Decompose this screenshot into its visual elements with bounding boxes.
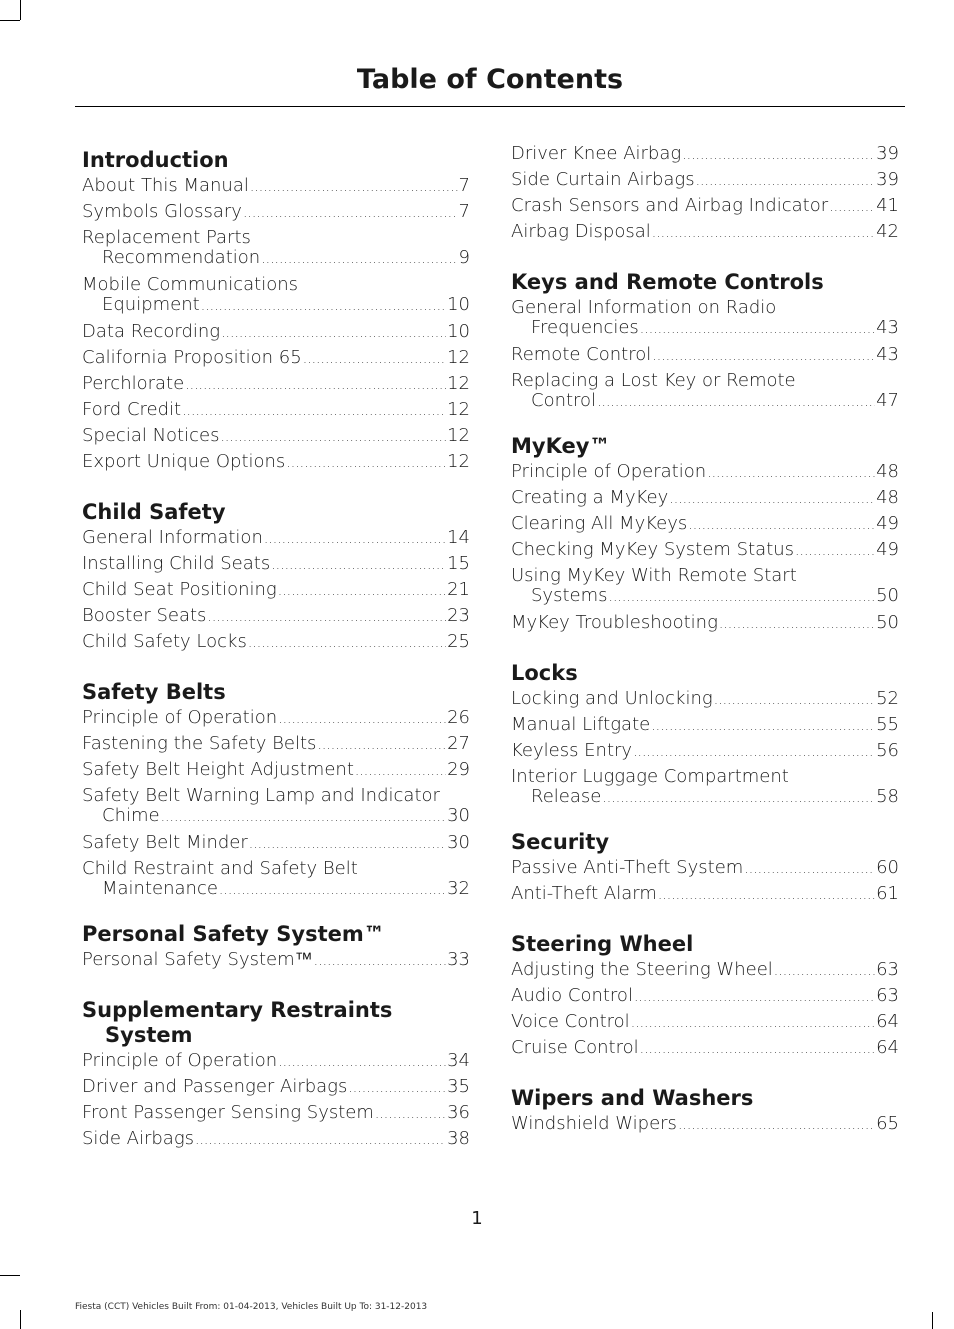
toc-section: [82, 680, 470, 900]
entry-page: 12: [447, 373, 470, 394]
page-title: Table of Contents: [356, 64, 624, 95]
entry-title: Remote Control: [511, 344, 652, 365]
toc-entry[interactable]: [511, 884, 899, 910]
entry-title: Driver and Passenger Airbags: [82, 1076, 348, 1097]
entry-title: Replacing a Lost Key or Remote: [511, 370, 796, 391]
entry-page: 27: [447, 733, 470, 754]
toc-section: [82, 148, 470, 478]
entry-title: Anti-Theft Alarm: [511, 883, 657, 904]
toc-entry[interactable]: [511, 345, 899, 371]
toc-entry[interactable]: [82, 554, 470, 580]
crop-mark: [0, 1275, 20, 1276]
entry-title: Child Safety Locks: [82, 631, 247, 652]
dot-leader: [633, 742, 875, 762]
dot-leader: [669, 489, 875, 509]
toc-entry[interactable]: [82, 1129, 470, 1155]
toc-section: [511, 144, 899, 248]
entry-page: 35: [447, 1076, 470, 1097]
section-title: Child Safety: [82, 500, 226, 524]
toc-entry[interactable]: [511, 196, 899, 222]
crop-mark: [20, 0, 21, 20]
section-title: Introduction: [82, 148, 229, 172]
toc-entry[interactable]: [511, 298, 899, 339]
title-rule: [75, 106, 905, 107]
toc-entry[interactable]: [82, 786, 470, 827]
entry-title: Checking MyKey System Status: [511, 539, 795, 560]
section-title: MyKey™: [511, 434, 611, 458]
entry-page: 15: [447, 553, 470, 574]
entry-page: 23: [447, 605, 470, 626]
crop-mark: [20, 1310, 21, 1329]
entry-title: Windshield Wipers: [511, 1113, 677, 1134]
entry-title: California Proposition 65: [82, 347, 302, 368]
toc-entry[interactable]: [511, 144, 899, 170]
toc-entry[interactable]: [82, 348, 470, 374]
dot-leader: [221, 323, 446, 343]
entry-title: Data Recording: [82, 321, 221, 342]
dot-leader: [707, 463, 875, 483]
toc-entry[interactable]: [82, 400, 470, 426]
entry-title: Interior Luggage Compartment: [511, 766, 789, 787]
dot-leader: [286, 453, 446, 473]
section-title: Wipers and Washers: [511, 1086, 754, 1110]
dot-leader: [688, 515, 875, 535]
toc-section: [511, 830, 899, 910]
toc-entry[interactable]: [511, 1114, 899, 1140]
toc-entry[interactable]: [511, 222, 899, 248]
toc-entry[interactable]: [82, 606, 470, 632]
entry-page: 26: [447, 707, 470, 728]
dot-leader: [829, 197, 875, 217]
entry-page: 7: [458, 175, 470, 196]
entry-title: Keyless Entry: [511, 740, 633, 761]
dot-leader: [185, 375, 446, 395]
entry-page: 12: [447, 451, 470, 472]
toc-entry[interactable]: [511, 488, 899, 514]
entry-page: 64: [876, 1011, 899, 1032]
dot-leader: [640, 1039, 875, 1059]
dot-leader: [250, 177, 458, 197]
toc-entry[interactable]: [511, 371, 899, 412]
toc-entry[interactable]: [82, 452, 470, 478]
entry-page: 63: [876, 959, 899, 980]
toc-entry[interactable]: [511, 858, 899, 884]
entry-page: 25: [447, 631, 470, 652]
entry-page: 10: [447, 321, 470, 342]
entry-title: Replacement Parts: [82, 227, 251, 248]
entry-title: Passive Anti-Theft System: [511, 857, 744, 878]
entry-page: 64: [876, 1037, 899, 1058]
dot-leader: [795, 541, 875, 561]
dot-leader: [278, 581, 446, 601]
toc-entry[interactable]: [511, 514, 899, 540]
dot-leader: [278, 1052, 446, 1072]
dot-leader: [195, 1130, 446, 1150]
dot-leader: [640, 319, 875, 339]
toc-entry[interactable]: [82, 176, 470, 202]
section-title: Personal Safety System™: [82, 922, 385, 946]
entry-title-cont: [82, 295, 470, 316]
toc-entry[interactable]: [82, 580, 470, 606]
dot-leader: [355, 761, 446, 781]
toc-entry[interactable]: [511, 689, 899, 715]
toc-entry[interactable]: [82, 1103, 470, 1129]
toc-left-column: [82, 144, 470, 1177]
entry-title: Safety Belt Height Adjustment: [82, 759, 354, 780]
entry-page: 58: [876, 786, 899, 807]
dot-leader: [317, 735, 446, 755]
entry-title: Safety Belt Minder: [82, 832, 248, 853]
dot-leader: [243, 203, 458, 223]
entry-title-line2: Release: [531, 786, 602, 807]
section-title: Steering Wheel: [511, 932, 694, 956]
dot-leader: [696, 171, 875, 191]
dot-leader: [652, 346, 875, 366]
toc-entry[interactable]: [511, 715, 899, 741]
section-title: Keys and Remote Controls: [511, 270, 824, 294]
entry-title-line2: Frequencies: [531, 317, 639, 338]
section-title: Security: [511, 830, 610, 854]
dot-leader: [634, 987, 875, 1007]
entry-title-cont: [82, 879, 470, 900]
entry-page: 32: [447, 878, 470, 899]
toc-entry[interactable]: [511, 170, 899, 196]
dot-leader: [264, 529, 446, 549]
entry-title: Manual Liftgate: [511, 714, 651, 735]
entry-title-cont: [511, 586, 899, 607]
entry-page: 50: [876, 585, 899, 606]
entry-page: 38: [447, 1128, 470, 1149]
entry-title: Adjusting the Steering Wheel: [511, 959, 773, 980]
entry-title: Child Seat Positioning: [82, 579, 277, 600]
entry-title-cont: [82, 248, 470, 269]
entry-page: 47: [876, 390, 899, 411]
entry-title: Airbag Disposal: [511, 221, 651, 242]
dot-leader: [348, 1078, 446, 1098]
toc-entry[interactable]: [82, 950, 470, 976]
entry-title: Special Notices: [82, 425, 220, 446]
toc-entry[interactable]: [82, 1051, 470, 1077]
entry-title: Driver Knee Airbag: [511, 143, 682, 164]
dot-leader: [278, 709, 446, 729]
toc-section: [511, 661, 899, 808]
dot-leader: [303, 349, 446, 369]
toc-entry[interactable]: [511, 986, 899, 1012]
toc-entry[interactable]: [511, 613, 899, 639]
toc-entry[interactable]: [82, 202, 470, 228]
entry-title: Export Unique Options: [82, 451, 286, 472]
dot-leader: [161, 807, 447, 827]
entry-title: Perchlorate: [82, 373, 185, 394]
entry-title-cont: [82, 806, 470, 827]
dot-leader: [609, 587, 876, 607]
entry-page: 49: [876, 539, 899, 560]
entry-title: MyKey Troubleshooting: [511, 612, 718, 633]
dot-leader: [201, 296, 446, 316]
entry-page: 56: [876, 740, 899, 761]
entry-page: 43: [876, 317, 899, 338]
entry-title-cont: [511, 787, 899, 808]
dot-leader: [182, 401, 446, 421]
entry-title: General Information on Radio: [511, 297, 777, 318]
entry-title-line2: Control: [531, 390, 597, 411]
entry-title: Clearing All MyKeys: [511, 513, 688, 534]
entry-title: Side Curtain Airbags: [511, 169, 695, 190]
toc-entry[interactable]: [511, 1012, 899, 1038]
toc-entry[interactable]: [82, 708, 470, 734]
entry-page: 43: [876, 344, 899, 365]
page-number: 1: [471, 1208, 483, 1229]
dot-leader: [631, 1013, 875, 1033]
toc-entry[interactable]: [511, 1038, 899, 1064]
dot-leader: [597, 392, 875, 412]
entry-title: Using MyKey With Remote Start: [511, 565, 797, 586]
entry-title-line2: Recommendation: [102, 247, 261, 268]
dot-leader: [375, 1104, 446, 1124]
toc-section: [82, 500, 470, 658]
entry-page: 52: [876, 688, 899, 709]
toc-right-column: [511, 144, 899, 1162]
dot-leader: [714, 690, 875, 710]
entry-page: 41: [876, 195, 899, 216]
toc-entry[interactable]: [82, 734, 470, 760]
dot-leader: [651, 716, 875, 736]
toc-entry[interactable]: [82, 528, 470, 554]
dot-leader: [682, 145, 875, 165]
entry-title: Booster Seats: [82, 605, 207, 626]
footer-text: Fiesta (CCT) Vehicles Built From: 01-04-2013, Vehicles Built Up To: 31-12-2013: [75, 1302, 428, 1312]
entry-page: 65: [876, 1113, 899, 1134]
entry-title: Locking and Unlocking: [511, 688, 713, 709]
toc-entry[interactable]: [82, 833, 470, 859]
toc-entry[interactable]: [511, 566, 899, 607]
entry-title: Fastening the Safety Belts: [82, 733, 317, 754]
toc-entry[interactable]: [82, 859, 470, 900]
entry-page: 9: [458, 247, 470, 268]
entry-page: 49: [876, 513, 899, 534]
dot-leader: [261, 249, 457, 269]
toc-entry[interactable]: [82, 228, 470, 269]
entry-title: Cruise Control: [511, 1037, 639, 1058]
entry-page: 48: [876, 487, 899, 508]
entry-title: Personal Safety System™: [82, 949, 313, 970]
dot-leader: [249, 834, 446, 854]
dot-leader: [774, 961, 875, 981]
entry-title: General Information: [82, 527, 263, 548]
toc-section: [511, 270, 899, 412]
dot-leader: [219, 880, 446, 900]
entry-title: Front Passenger Sensing System: [82, 1102, 374, 1123]
dot-leader: [314, 951, 446, 971]
crop-mark: [0, 20, 20, 21]
dot-leader: [678, 1115, 875, 1135]
toc-entry[interactable]: [511, 462, 899, 488]
toc-entry[interactable]: [511, 767, 899, 808]
entry-title-cont: [511, 318, 899, 339]
entry-page: 12: [447, 399, 470, 420]
entry-title-line2: Chime: [102, 805, 160, 826]
toc-section: [511, 932, 899, 1064]
entry-page: 34: [447, 1050, 470, 1071]
entry-title: Installing Child Seats: [82, 553, 271, 574]
entry-page: 39: [876, 143, 899, 164]
dot-leader: [719, 614, 875, 634]
entry-page: 50: [876, 612, 899, 633]
entry-title-cont: [511, 391, 899, 412]
toc-entry[interactable]: [82, 275, 470, 316]
entry-title: Creating a MyKey: [511, 487, 669, 508]
toc-entry[interactable]: [511, 960, 899, 986]
dot-leader: [248, 633, 446, 653]
entry-page: 12: [447, 425, 470, 446]
toc-entry[interactable]: [82, 760, 470, 786]
entry-title: Principle of Operation: [82, 1050, 278, 1071]
entry-page: 60: [876, 857, 899, 878]
entry-page: 12: [447, 347, 470, 368]
entry-page: 63: [876, 985, 899, 1006]
entry-title: Principle of Operation: [511, 461, 707, 482]
section-title: Supplementary Restraints System: [82, 998, 393, 1047]
entry-title-line2: Equipment: [102, 294, 200, 315]
entry-page: 29: [447, 759, 470, 780]
entry-page: 42: [876, 221, 899, 242]
entry-title: Child Restraint and Safety Belt: [82, 858, 358, 879]
dot-leader: [207, 607, 446, 627]
dot-leader: [602, 788, 875, 808]
toc-section: [82, 922, 470, 976]
entry-page: 21: [447, 579, 470, 600]
entry-page: 39: [876, 169, 899, 190]
toc-entry[interactable]: [82, 632, 470, 658]
entry-title: Mobile Communications: [82, 274, 299, 295]
entry-title-line2: Systems: [531, 585, 608, 606]
entry-page: 10: [447, 294, 470, 315]
entry-page: 61: [876, 883, 899, 904]
toc-entry[interactable]: [82, 322, 470, 348]
toc-entry[interactable]: [511, 540, 899, 566]
toc-section: [82, 998, 470, 1155]
entry-page: 55: [876, 714, 899, 735]
dot-leader: [652, 223, 875, 243]
entry-title-line2: Maintenance: [102, 878, 218, 899]
entry-title: About This Manual: [82, 175, 249, 196]
entry-title: Crash Sensors and Airbag Indicator: [511, 195, 829, 216]
entry-page: 30: [447, 805, 470, 826]
entry-page: 30: [447, 832, 470, 853]
toc-entry[interactable]: [82, 426, 470, 452]
entry-title: Voice Control: [511, 1011, 630, 1032]
dot-leader: [220, 427, 446, 447]
entry-title: Audio Control: [511, 985, 633, 1006]
crop-mark: [932, 1312, 933, 1329]
entry-title: Symbols Glossary: [82, 201, 242, 222]
entry-title: Ford Credit: [82, 399, 182, 420]
entry-page: 7: [458, 201, 470, 222]
toc-entry[interactable]: [82, 374, 470, 400]
entry-page: 48: [876, 461, 899, 482]
section-title: Locks: [511, 661, 578, 685]
section-title: Safety Belts: [82, 680, 226, 704]
entry-title: Safety Belt Warning Lamp and Indicator: [82, 785, 440, 806]
toc-entry[interactable]: [82, 1077, 470, 1103]
toc-section: [511, 1086, 899, 1140]
entry-title: Side Airbags: [82, 1128, 194, 1149]
toc-entry[interactable]: [511, 741, 899, 767]
entry-page: 33: [447, 949, 470, 970]
entry-page: 36: [447, 1102, 470, 1123]
dot-leader: [744, 859, 875, 879]
dot-leader: [271, 555, 446, 575]
dot-leader: [658, 885, 875, 905]
entry-page: 14: [447, 527, 470, 548]
entry-title: Principle of Operation: [82, 707, 278, 728]
toc-section: [511, 434, 899, 639]
